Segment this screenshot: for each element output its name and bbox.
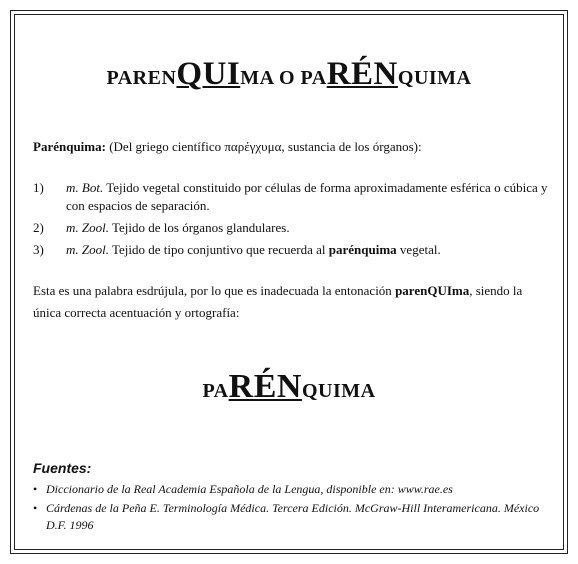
sources-list xyxy=(33,481,553,536)
explanation-text-tail: , siendo la única correcta acentuación y ortografía: xyxy=(33,283,523,320)
definition-etymology: (Del griego científico παρέγχυμα, sustancia de los órganos): xyxy=(105,139,422,154)
item-abbreviation: m. Bot. xyxy=(66,180,104,195)
item-bold-term: parénquima xyxy=(328,242,397,257)
source-text: Cárdenas de la Peña E. Terminología Médica. Tercera Edición. McGraw-Hill Interamericana. México D.F. 1996 xyxy=(46,501,540,532)
item-text: Tejido de los órganos glandulares. xyxy=(108,220,290,235)
sources-heading: Fuentes: xyxy=(33,460,92,476)
answer-part: QUIMA xyxy=(301,380,376,402)
item-text: Tejido de tipo conjuntivo que recuerda al xyxy=(108,242,329,257)
page-title xyxy=(14,58,564,91)
item-text: Tejido vegetal constituido por células de forma aproximadamente esférica o cúbica y con espacios de separación. xyxy=(66,180,548,213)
definition-term: Parénquima: xyxy=(33,139,106,154)
list-item xyxy=(33,241,553,259)
title-part: MA O PA xyxy=(240,67,327,89)
list-item xyxy=(33,179,553,215)
bullet-icon: • xyxy=(33,482,38,496)
item-abbreviation: m. Zool. xyxy=(66,242,109,257)
source-text: Diccionario de la Real Academia Española de la Lengua, disponible en: www.rae.es xyxy=(46,482,453,496)
source-item xyxy=(33,481,553,498)
correct-spelling xyxy=(14,370,564,404)
explanation-paragraph xyxy=(33,280,551,324)
source-item xyxy=(33,500,553,534)
title-part: PAREN xyxy=(106,67,177,89)
title-stressed-ren: RÉN xyxy=(326,56,398,92)
item-text-tail: vegetal. xyxy=(396,242,441,257)
title-part: QUIMA xyxy=(397,67,472,89)
item-number: 1) xyxy=(33,180,44,195)
item-abbreviation: m. Zool. xyxy=(66,220,109,235)
list-item xyxy=(33,219,553,237)
explanation-text: Esta es una palabra esdrújula, por lo que es inadecuada la entonación xyxy=(33,283,396,298)
answer-stressed-ren: RÉN xyxy=(228,368,302,405)
title-stressed-qui: QUI xyxy=(176,56,241,92)
item-number: 2) xyxy=(33,220,44,235)
bullet-icon: • xyxy=(33,501,38,515)
incorrect-word: parenQUIma xyxy=(395,283,470,298)
meanings-list xyxy=(33,179,553,263)
item-number: 3) xyxy=(33,242,44,257)
answer-part: PA xyxy=(202,380,229,402)
definition-heading xyxy=(33,139,422,155)
